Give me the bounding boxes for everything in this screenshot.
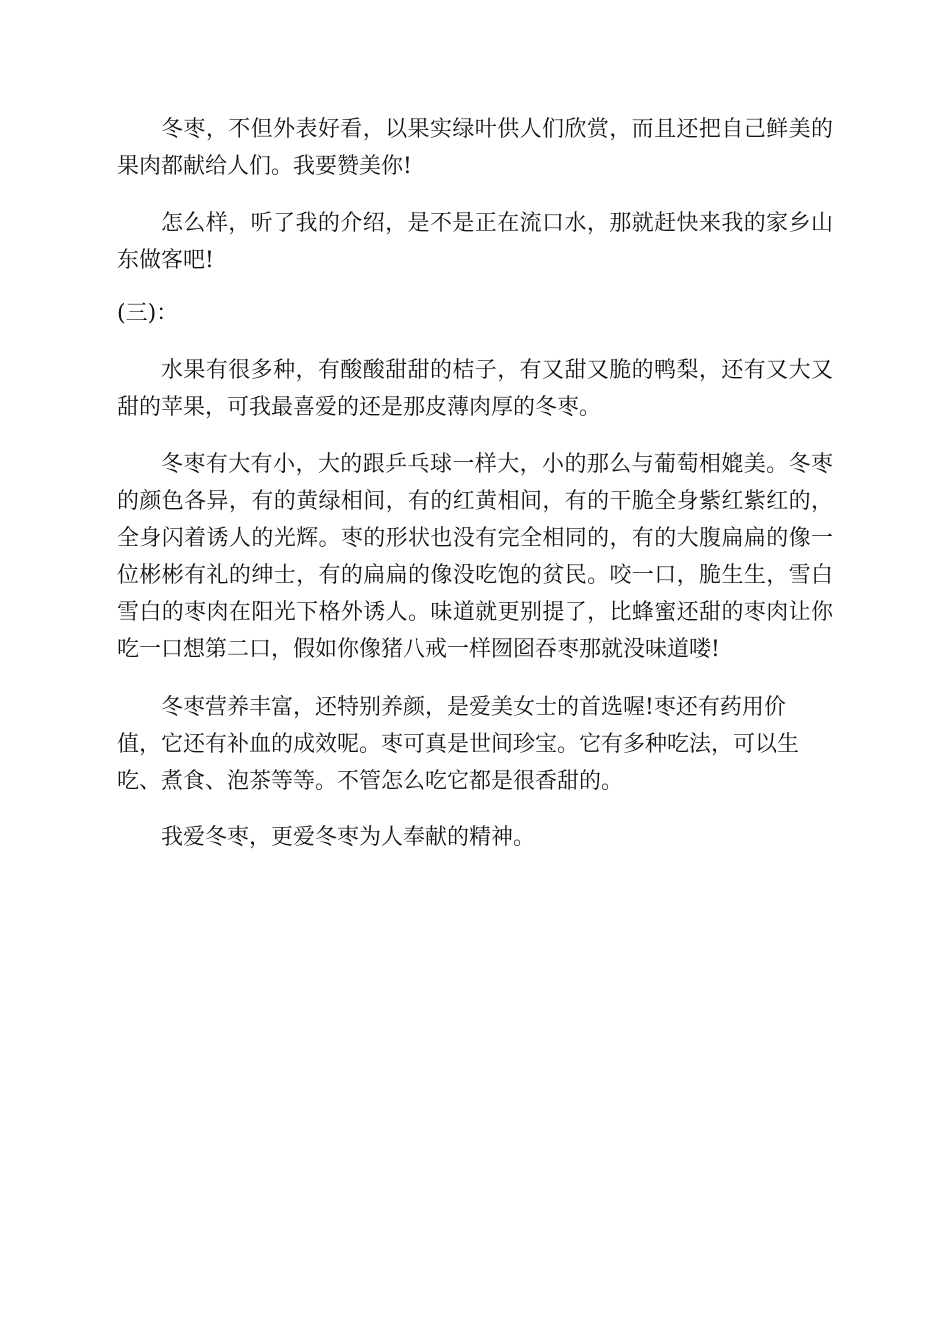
section-heading-label: (三)：: [117, 301, 179, 326]
paragraph-conclusion: [117, 819, 833, 856]
paragraph-line: 甜的苹果，可我最喜爱的还是那皮薄肉厚的冬枣。: [117, 395, 602, 420]
paragraph-line: 雪白的枣肉在阳光下格外诱人。味道就更别提了，比蜂蜜还甜的枣肉让你: [117, 600, 833, 625]
paragraph-line: 位彬彬有礼的绅士，有的扁扁的像没吃饱的贫民。咬一口，脆生生，雪白: [117, 563, 833, 588]
paragraph-line: 冬枣，不但外表好看，以果实绿叶供人们欣赏，而且还把自己鲜美的: [161, 117, 833, 142]
paragraph-line: 东做客吧!: [117, 248, 214, 273]
paragraph-praise: [117, 111, 833, 185]
paragraph-nutrition: [117, 689, 833, 800]
paragraph-line: 的颜色各异，有的黄绿相间，有的红黄相间，有的干脆全身紫红紫红的，: [117, 489, 833, 514]
paragraph-line: 冬枣营养丰富，还特别养颜，是爱美女士的首选喔!枣还有药用价: [161, 695, 786, 720]
paragraph-line: 吃一口想第二口，假如你像猪八戒一样囫囵吞枣那就没味道喽!: [117, 637, 720, 662]
paragraph-invitation: [117, 205, 833, 279]
paragraph-line: 怎么样，听了我的介绍，是不是正在流口水，那就赶快来我的家乡山: [161, 211, 833, 236]
paragraph-line: 值，它还有补血的成效呢。枣可真是世间珍宝。它有多种吃法，可以生: [117, 732, 800, 757]
section-heading: [117, 295, 833, 332]
paragraph-line: 冬枣有大有小，大的跟乒乓球一样大，小的那么与葡萄相媲美。冬枣: [161, 452, 833, 477]
paragraph-line: 全身闪着诱人的光辉。枣的形状也没有完全相同的，有的大腹扁扁的像一: [117, 526, 833, 551]
paragraph-line: 果肉都献给人们。我要赞美你!: [117, 154, 412, 179]
paragraph-description: [117, 446, 833, 668]
paragraph-line: 水果有很多种，有酸酸甜甜的桔子，有又甜又脆的鸭梨，还有又大又: [161, 358, 833, 383]
paragraph-line: 我爱冬枣，更爱冬枣为人奉献的精神。: [161, 825, 536, 850]
paragraph-fruits-intro: [117, 352, 833, 426]
paragraph-line: 吃、煮食、泡茶等等。不管怎么吃它都是很香甜的。: [117, 769, 624, 794]
